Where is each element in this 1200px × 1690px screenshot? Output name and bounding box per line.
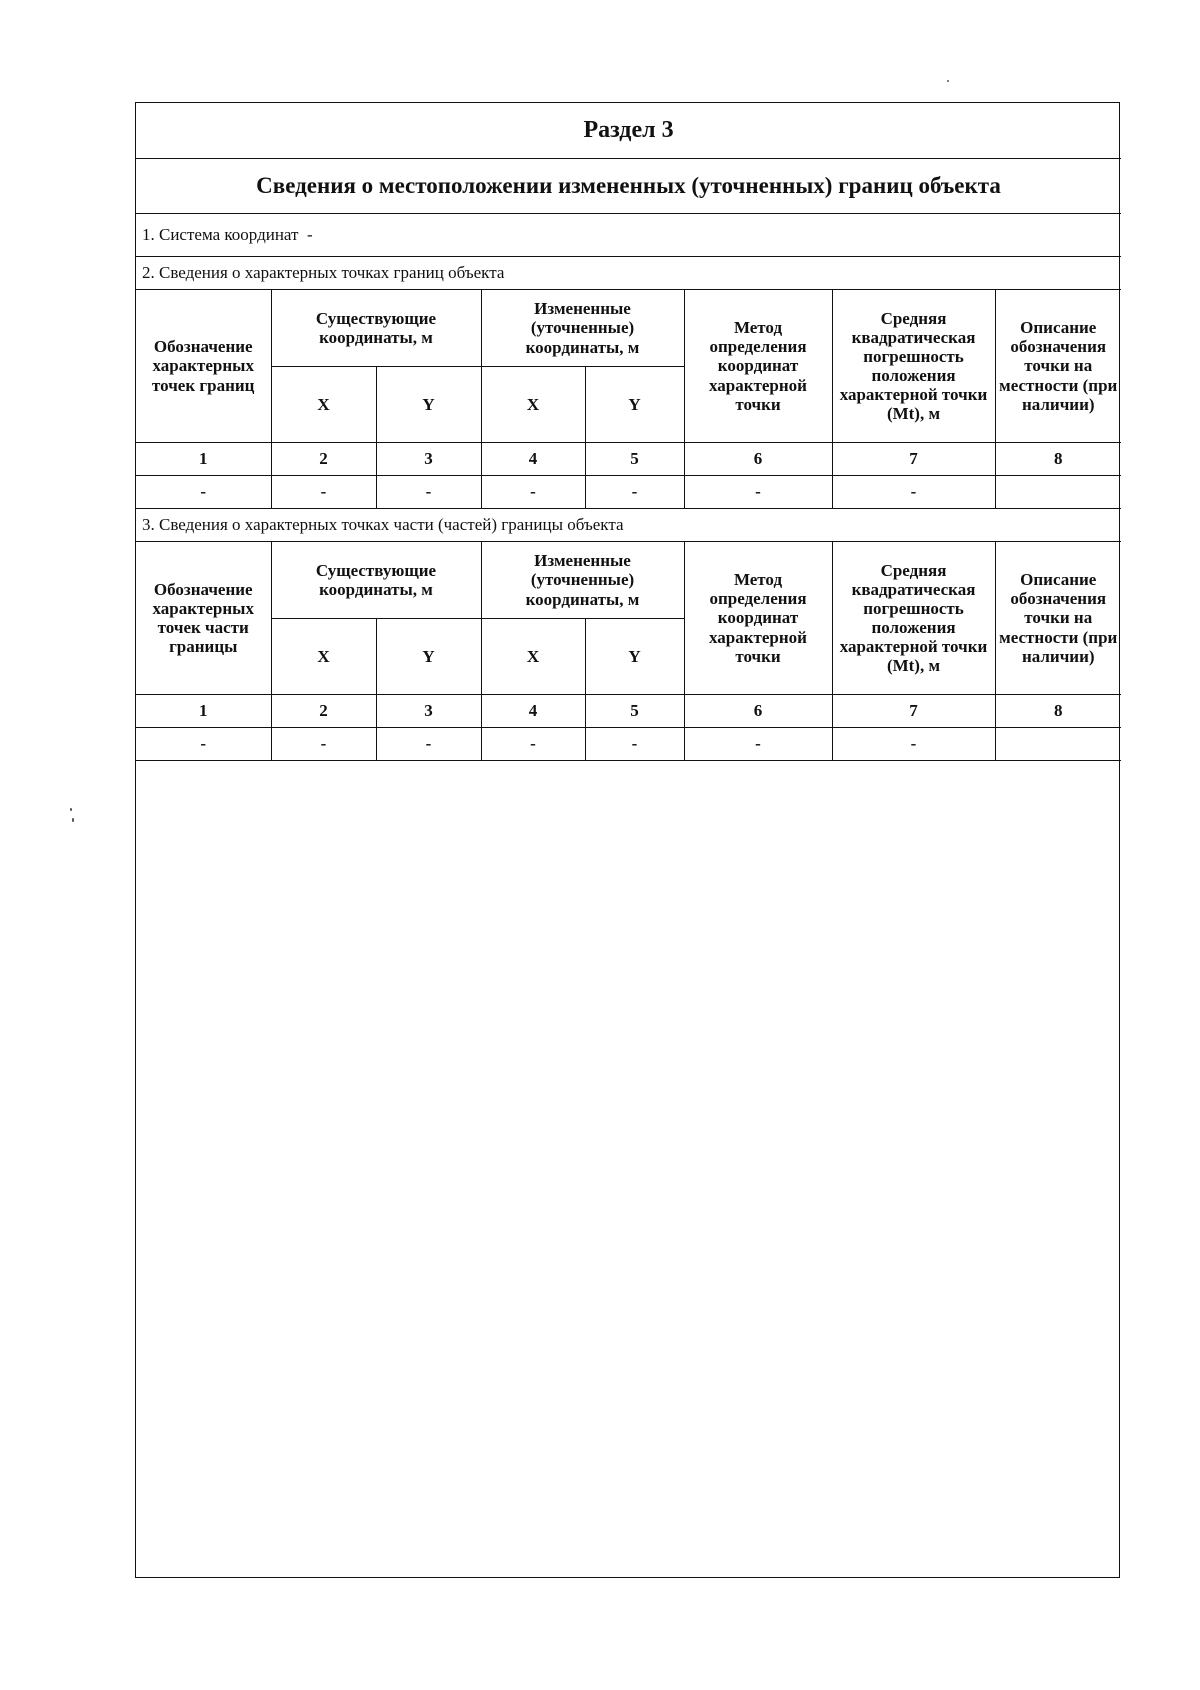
table1-header-y-existing: Y bbox=[376, 367, 481, 443]
table2-header-error: Средняя квадратическая погрешность положения характерной точки (Mt), м bbox=[832, 542, 995, 695]
column-number: 3 bbox=[376, 443, 481, 476]
table2-header-description: Описание обозначения точки на местности (при наличии) bbox=[995, 542, 1121, 695]
table1-header-changed: Измененные (уточненные) координаты, м bbox=[481, 290, 684, 367]
table-cell bbox=[995, 476, 1121, 509]
section-table bbox=[136, 103, 1121, 761]
column-number: 6 bbox=[684, 695, 832, 728]
scan-speck bbox=[72, 818, 74, 822]
column-number: 8 bbox=[995, 695, 1121, 728]
table2-header-x-changed: X bbox=[481, 619, 585, 695]
table1-header-designation: Обозначение характерных точек границ bbox=[136, 290, 271, 443]
coordinate-system-value: - bbox=[306, 225, 313, 245]
table-cell: - bbox=[684, 476, 832, 509]
table2-header-method: Метод определения координат характерной точки bbox=[684, 542, 832, 695]
section-title: Раздел 3 bbox=[136, 103, 1121, 159]
table-cell: - bbox=[136, 476, 271, 509]
coordinate-system-label: 1. Система координат bbox=[142, 225, 299, 245]
column-number: 2 bbox=[271, 695, 376, 728]
table1-header-existing: Существующие координаты, м bbox=[271, 290, 481, 367]
table-cell: - bbox=[481, 728, 585, 761]
column-number: 5 bbox=[585, 443, 684, 476]
table2-header-designation: Обозначение характерных точек части границы bbox=[136, 542, 271, 695]
table-cell: - bbox=[585, 476, 684, 509]
table-cell: - bbox=[832, 476, 995, 509]
scan-speck bbox=[70, 808, 72, 811]
table-cell: - bbox=[376, 728, 481, 761]
document-frame bbox=[135, 102, 1120, 1578]
column-number: 6 bbox=[684, 443, 832, 476]
table-cell: - bbox=[684, 728, 832, 761]
column-number: 2 bbox=[271, 443, 376, 476]
table1-header-error: Средняя квадратическая погрешность положения характерной точки (Mt), м bbox=[832, 290, 995, 443]
table1-header-description: Описание обозначения точки на местности (при наличии) bbox=[995, 290, 1121, 443]
table-row bbox=[136, 728, 1121, 761]
table2-header-changed: Измененные (уточненные) координаты, м bbox=[481, 542, 684, 619]
table2-header-y-existing: Y bbox=[376, 619, 481, 695]
table-cell: - bbox=[376, 476, 481, 509]
scan-speck bbox=[947, 80, 949, 82]
column-number: 4 bbox=[481, 695, 585, 728]
table-cell: - bbox=[832, 728, 995, 761]
table1-header-x-existing: X bbox=[271, 367, 376, 443]
table-cell: - bbox=[271, 728, 376, 761]
column-number: 1 bbox=[136, 695, 271, 728]
column-number: 4 bbox=[481, 443, 585, 476]
table2-header-y-changed: Y bbox=[585, 619, 684, 695]
table-cell: - bbox=[136, 728, 271, 761]
table2-header-x-existing: X bbox=[271, 619, 376, 695]
table2-column-numbers bbox=[136, 695, 1121, 728]
column-number: 7 bbox=[832, 695, 995, 728]
table-cell: - bbox=[585, 728, 684, 761]
table1-caption: 2. Сведения о характерных точках границ объекта bbox=[136, 257, 1121, 290]
table-cell bbox=[995, 728, 1121, 761]
column-number: 3 bbox=[376, 695, 481, 728]
table-row bbox=[136, 476, 1121, 509]
table1-header-x-changed: X bbox=[481, 367, 585, 443]
table-cell: - bbox=[271, 476, 376, 509]
table1-header-method: Метод определения координат характерной точки bbox=[684, 290, 832, 443]
column-number: 7 bbox=[832, 443, 995, 476]
table2-header-existing: Существующие координаты, м bbox=[271, 542, 481, 619]
column-number: 5 bbox=[585, 695, 684, 728]
table1-column-numbers bbox=[136, 443, 1121, 476]
table1-header-y-changed: Y bbox=[585, 367, 684, 443]
coordinate-system-line bbox=[136, 214, 1121, 257]
column-number: 8 bbox=[995, 443, 1121, 476]
table2-caption: 3. Сведения о характерных точках части (частей) границы объекта bbox=[136, 509, 1121, 542]
table-cell: - bbox=[481, 476, 585, 509]
column-number: 1 bbox=[136, 443, 271, 476]
section-subtitle: Сведения о местоположении измененных (уточненных) границ объекта bbox=[136, 159, 1121, 214]
